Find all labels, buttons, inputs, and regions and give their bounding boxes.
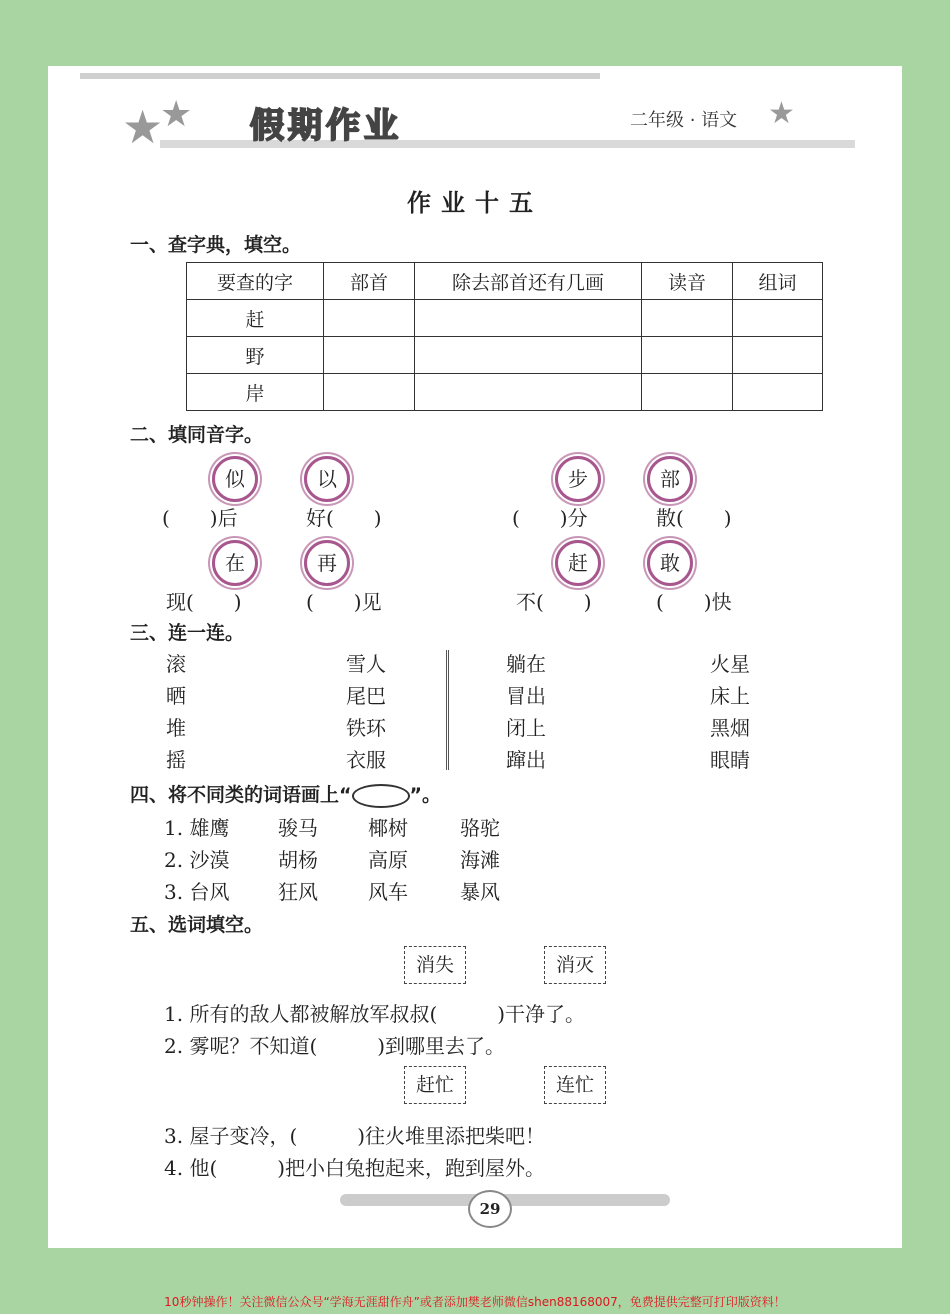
star-icon: ★ [768,96,795,131]
match-word[interactable]: 堆 [166,716,186,740]
section-4-heading [130,780,441,808]
fill-blank[interactable]: ( )快 [656,590,732,614]
word-item[interactable]: 椰树 [368,816,408,840]
fill-blank[interactable]: 现( ) [166,590,242,614]
question-4[interactable]: 4. 他( )把小白兔抱起来，跑到屋外。 [164,1156,546,1180]
word-item[interactable]: 3. 台风 [164,880,230,904]
char-circle: 似 [212,456,258,502]
section-5-heading: 五、选词填空。 [130,914,264,936]
char-circle: 步 [555,456,601,502]
table-row [187,337,823,374]
answer-cell[interactable] [324,374,415,411]
fill-blank[interactable]: 散( ) [656,506,732,530]
match-word[interactable]: 黑烟 [710,716,750,740]
grade-subject: 二年级 · 语文 [630,110,738,131]
table-cell: 野 [187,337,324,374]
match-word[interactable]: 床上 [710,684,750,708]
match-word[interactable]: 蹿出 [506,748,546,772]
word-item[interactable]: 骏马 [278,816,318,840]
answer-cell[interactable] [642,337,733,374]
char-circle: 赶 [555,540,601,586]
column-header: 要查的字 [187,263,324,300]
fill-blank[interactable]: 不( ) [516,590,592,614]
column-header: 部首 [324,263,415,300]
banner-bar [80,73,600,79]
table-row [187,374,823,411]
answer-cell[interactable] [324,300,415,337]
word-choice-box: 连忙 [544,1066,606,1104]
match-word[interactable]: 冒出 [506,684,546,708]
table-row [187,300,823,337]
star-icon: ★ [160,94,193,135]
word-item[interactable]: 暴风 [460,880,500,904]
match-word[interactable]: 火星 [710,652,750,676]
word-choice-box: 消失 [404,946,466,984]
heading-text: ”。 [409,784,441,806]
char-circle: 在 [212,540,258,586]
word-choice-box: 赶忙 [404,1066,466,1104]
column-header: 组词 [733,263,823,300]
question-3[interactable]: 3. 屋子变冷，( )往火堆里添把柴吧！ [164,1124,546,1148]
fill-blank[interactable]: ( )分 [512,506,588,530]
match-word[interactable]: 眼睛 [710,748,750,772]
word-item[interactable]: 高原 [368,848,408,872]
star-icon: ★ [122,100,164,154]
fill-blank[interactable]: ( )后 [162,506,238,530]
word-item[interactable]: 风车 [368,880,408,904]
word-item[interactable]: 1. 雄鹰 [164,816,230,840]
match-word[interactable]: 摇 [166,748,186,772]
char-circle: 再 [304,540,350,586]
answer-cell[interactable] [733,300,823,337]
page-number: 29 [468,1190,512,1228]
dictionary-table [186,262,823,411]
answer-cell[interactable] [733,337,823,374]
match-word[interactable]: 晒 [166,684,186,708]
answer-cell[interactable] [733,374,823,411]
match-word[interactable]: 躺在 [506,652,546,676]
answer-cell[interactable] [415,337,642,374]
word-item[interactable]: 海滩 [460,848,500,872]
char-circle: 以 [304,456,350,502]
fill-blank[interactable]: 好( ) [306,506,382,530]
match-word[interactable]: 滚 [166,652,186,676]
table-cell: 岸 [187,374,324,411]
word-item[interactable]: 骆驼 [460,816,500,840]
column-header: 除去部首还有几画 [415,263,642,300]
page-title: 作业十五 [407,189,543,217]
answer-cell[interactable] [415,374,642,411]
char-circle: 敢 [647,540,693,586]
char-circle: 部 [647,456,693,502]
column-header: 读音 [642,263,733,300]
section-2-heading: 二、填同音字。 [130,424,264,446]
table-header-row [187,263,823,300]
column-divider [446,650,449,770]
fill-blank[interactable]: ( )见 [306,590,382,614]
oval-icon [352,784,410,808]
section-3-heading: 三、连一连。 [130,622,245,644]
match-word[interactable]: 雪人 [346,652,386,676]
word-item[interactable]: 狂风 [278,880,318,904]
word-choice-box: 消灭 [544,946,606,984]
table-cell: 赶 [187,300,324,337]
banner-title: 假期作业 [250,106,402,146]
match-word[interactable]: 铁环 [346,716,386,740]
footer-notice: 10秒钟操作！关注微信公众号“学海无涯甜作舟”或者添加樊老师微信shen88168007，免费提供完整可打印版资料！ [164,1295,786,1309]
heading-text: 四、将不同类的词语画上“ [130,784,352,806]
section-1-heading: 一、查字典，填空。 [130,234,302,256]
answer-cell[interactable] [642,374,733,411]
question-1[interactable]: 1. 所有的敌人都被解放军叔叔( )干净了。 [164,1002,586,1026]
match-word[interactable]: 尾巴 [346,684,386,708]
word-item[interactable]: 2. 沙漠 [164,848,230,872]
question-2[interactable]: 2. 雾呢？不知道( )到哪里去了。 [164,1034,506,1058]
word-item[interactable]: 胡杨 [278,848,318,872]
answer-cell[interactable] [642,300,733,337]
match-word[interactable]: 衣服 [346,748,386,772]
match-word[interactable]: 闭上 [506,716,546,740]
answer-cell[interactable] [415,300,642,337]
answer-cell[interactable] [324,337,415,374]
